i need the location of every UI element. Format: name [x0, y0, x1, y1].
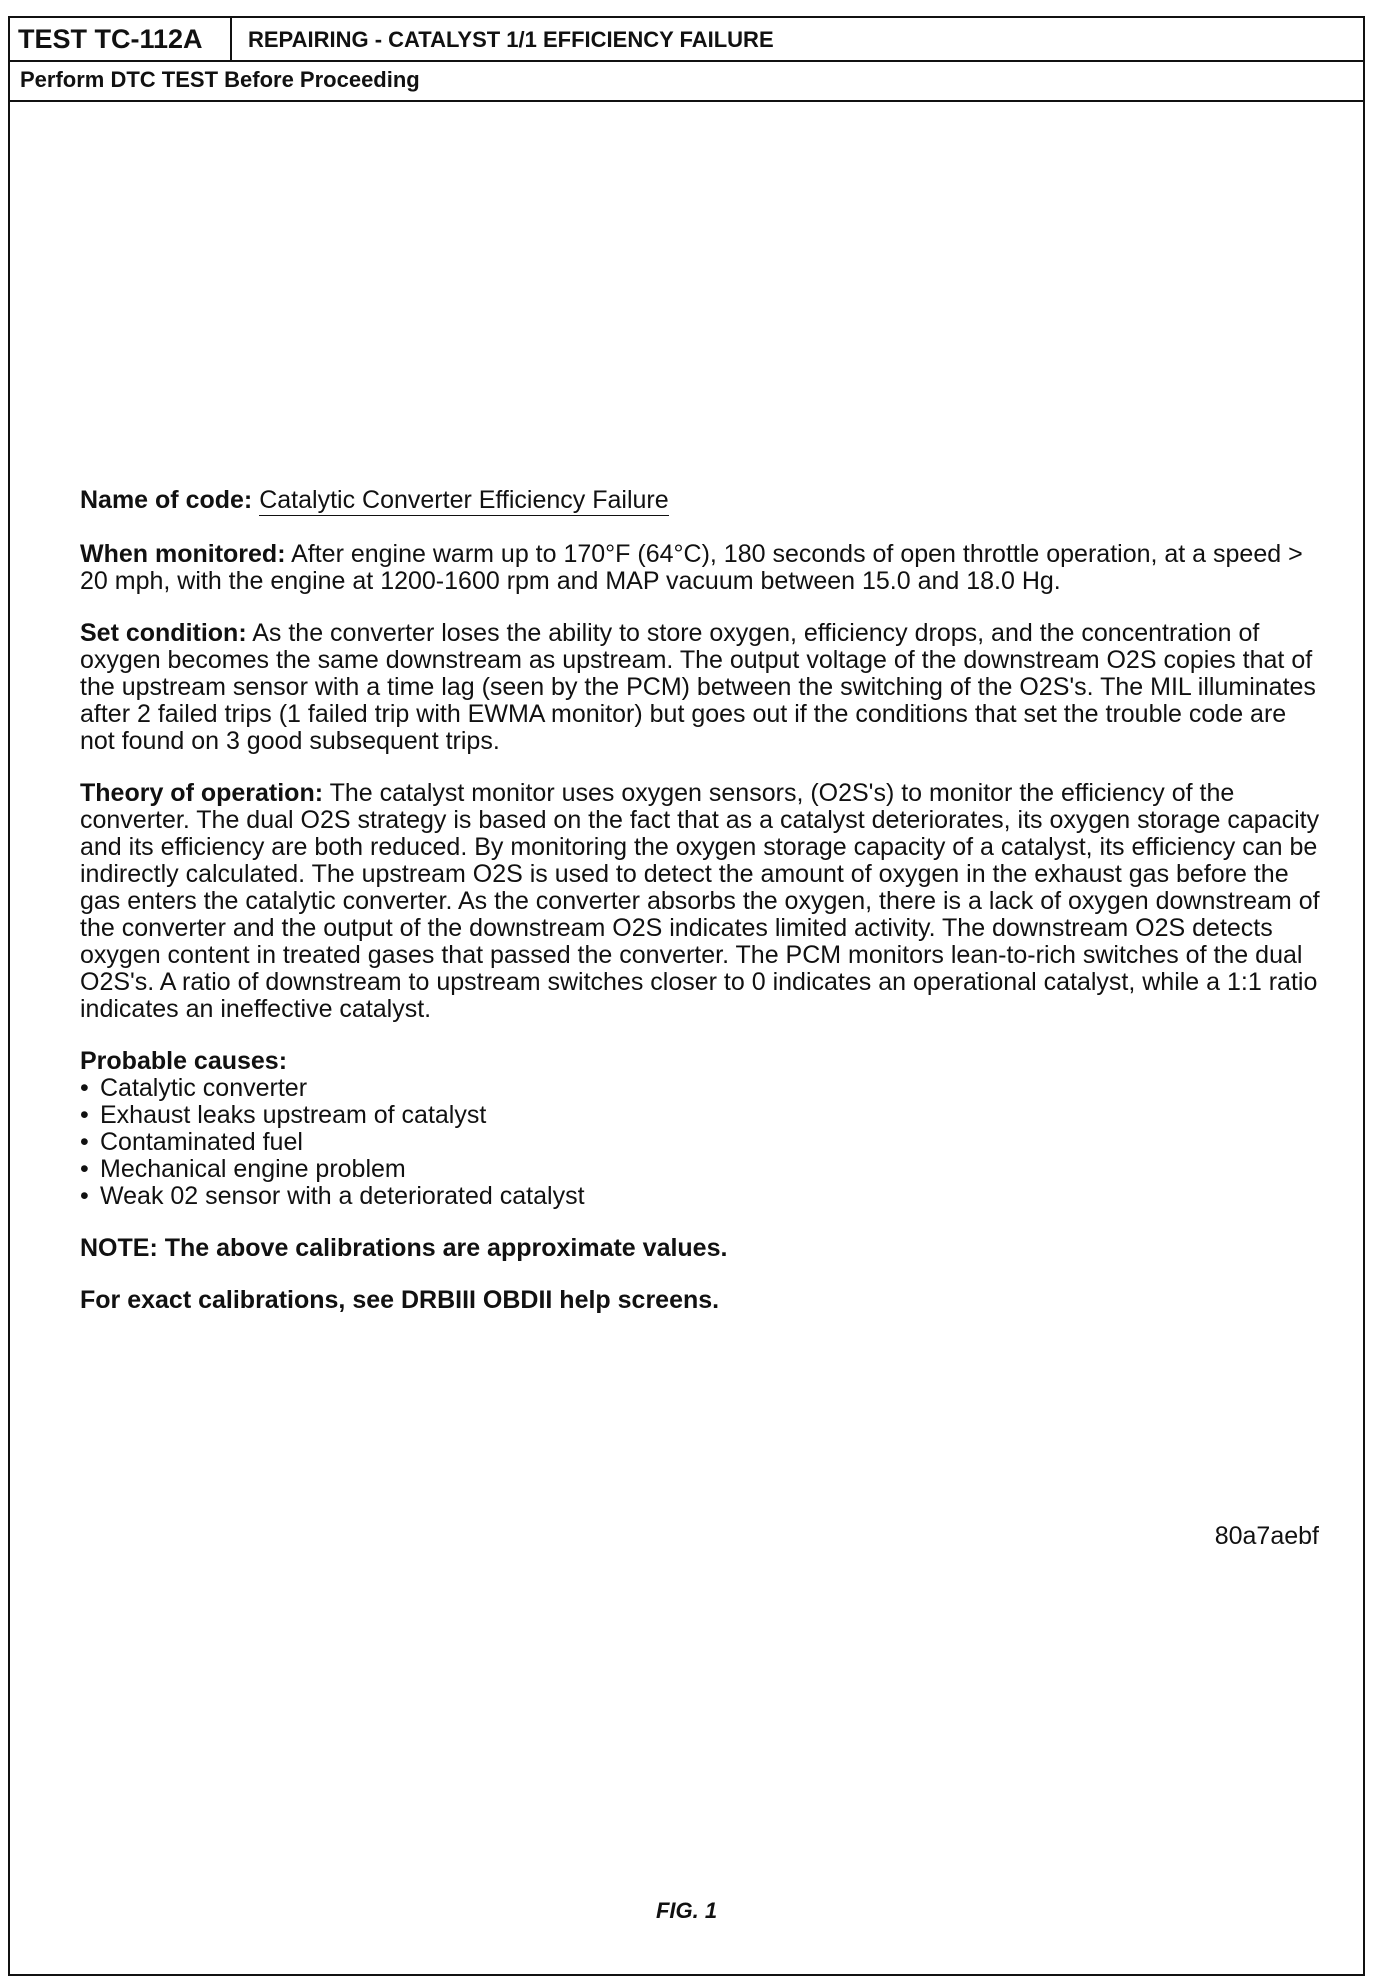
cause-text: Exhaust leaks upstream of catalyst [100, 1101, 487, 1129]
name-of-code-label: Name of code: [80, 486, 253, 514]
prerequisite-row [10, 60, 1363, 102]
list-item [80, 1183, 1320, 1210]
cause-text: Contaminated fuel [100, 1128, 303, 1156]
cause-text: Mechanical engine problem [100, 1155, 406, 1183]
probable-causes-heading: Probable causes: [80, 1047, 288, 1075]
document-body [80, 485, 1320, 1339]
test-title: REPAIRING - CATALYST 1/1 EFFICIENCY FAILURE [248, 27, 774, 52]
bullet-icon: • [80, 1155, 89, 1183]
set-condition-label: Set condition: [80, 619, 247, 647]
when-monitored-text: After engine warm up to 170°F (64°C), 180 seconds of open throttle operation, at a speed > 20 mph, with the engine at 1200-1600 rpm and MAP vacuum between 15.0 and 18.0 Hg. [80, 540, 1303, 595]
probable-causes-list [80, 1075, 1320, 1210]
page-frame [8, 16, 1365, 1976]
set-condition-paragraph [80, 620, 1320, 755]
list-item [80, 1075, 1320, 1102]
name-of-code-paragraph [80, 485, 1320, 516]
bullet-icon: • [80, 1128, 89, 1156]
bullet-icon: • [80, 1101, 89, 1129]
header-row [10, 18, 1363, 62]
figure-label: FIG. 1 [655, 1898, 718, 1923]
note-line-2: For exact calibrations, see DRBIII OBDII help screens. [80, 1286, 720, 1314]
bullet-icon: • [80, 1182, 89, 1210]
prerequisite-text: Perform DTC TEST Before Proceeding [20, 67, 420, 92]
list-item [80, 1102, 1320, 1129]
when-monitored-label: When monitored: [80, 540, 286, 568]
test-id: TEST TC-112A [10, 18, 232, 60]
name-of-code-value: Catalytic Converter Efficiency Failure [259, 486, 669, 514]
list-item [80, 1129, 1320, 1156]
note-line-1: NOTE: The above calibrations are approximate values. [80, 1234, 728, 1262]
list-item [80, 1156, 1320, 1183]
bullet-icon: • [80, 1074, 89, 1102]
cause-text: Catalytic converter [100, 1074, 308, 1102]
document-id: 80a7aebf [1214, 1522, 1319, 1550]
cause-text: Weak 02 sensor with a deteriorated catalyst [100, 1182, 585, 1210]
theory-paragraph [80, 780, 1320, 1023]
theory-text: The catalyst monitor uses oxygen sensors, (O2S's) to monitor the efficiency of the converter. The dual O2S strategy is based on the fact that as a catalyst deteriorates, its oxygen storage capacity and its efficiency are both reduced. By monitoring the oxygen storage capacity of a catalyst, its efficiency can be indirectly calculated. The upstream O2S is used to detect the amount of oxygen in the exhaust gas before the gas enters the catalytic converter. As the converter absorbs the oxygen, there is a lack of oxygen downstream of the converter and the output of the downstream O2S indicates limited activity. The downstream O2S detects oxygen content in treated gases that passed the converter. The PCM monitors lean-to-rich switches of the dual O2S's. A ratio of downstream to upstream switches closer to 0 indicates an operational catalyst, while a 1:1 ratio indicates an ineffective catalyst. [80, 779, 1320, 1023]
when-monitored-paragraph [80, 541, 1320, 595]
set-condition-text: As the converter loses the ability to store oxygen, efficiency drops, and the concentration of oxygen becomes the same downstream as upstream. The output voltage of the downstream O2S copies that of the upstream sensor with a time lag (seen by the PCM) between the switching of the O2S's. The MIL illuminates after 2 failed trips (1 failed trip with EWMA monitor) but goes out if the conditions that set the trouble code are not found on 3 good subsequent trips. [80, 619, 1316, 755]
theory-label: Theory of operation: [80, 779, 324, 807]
